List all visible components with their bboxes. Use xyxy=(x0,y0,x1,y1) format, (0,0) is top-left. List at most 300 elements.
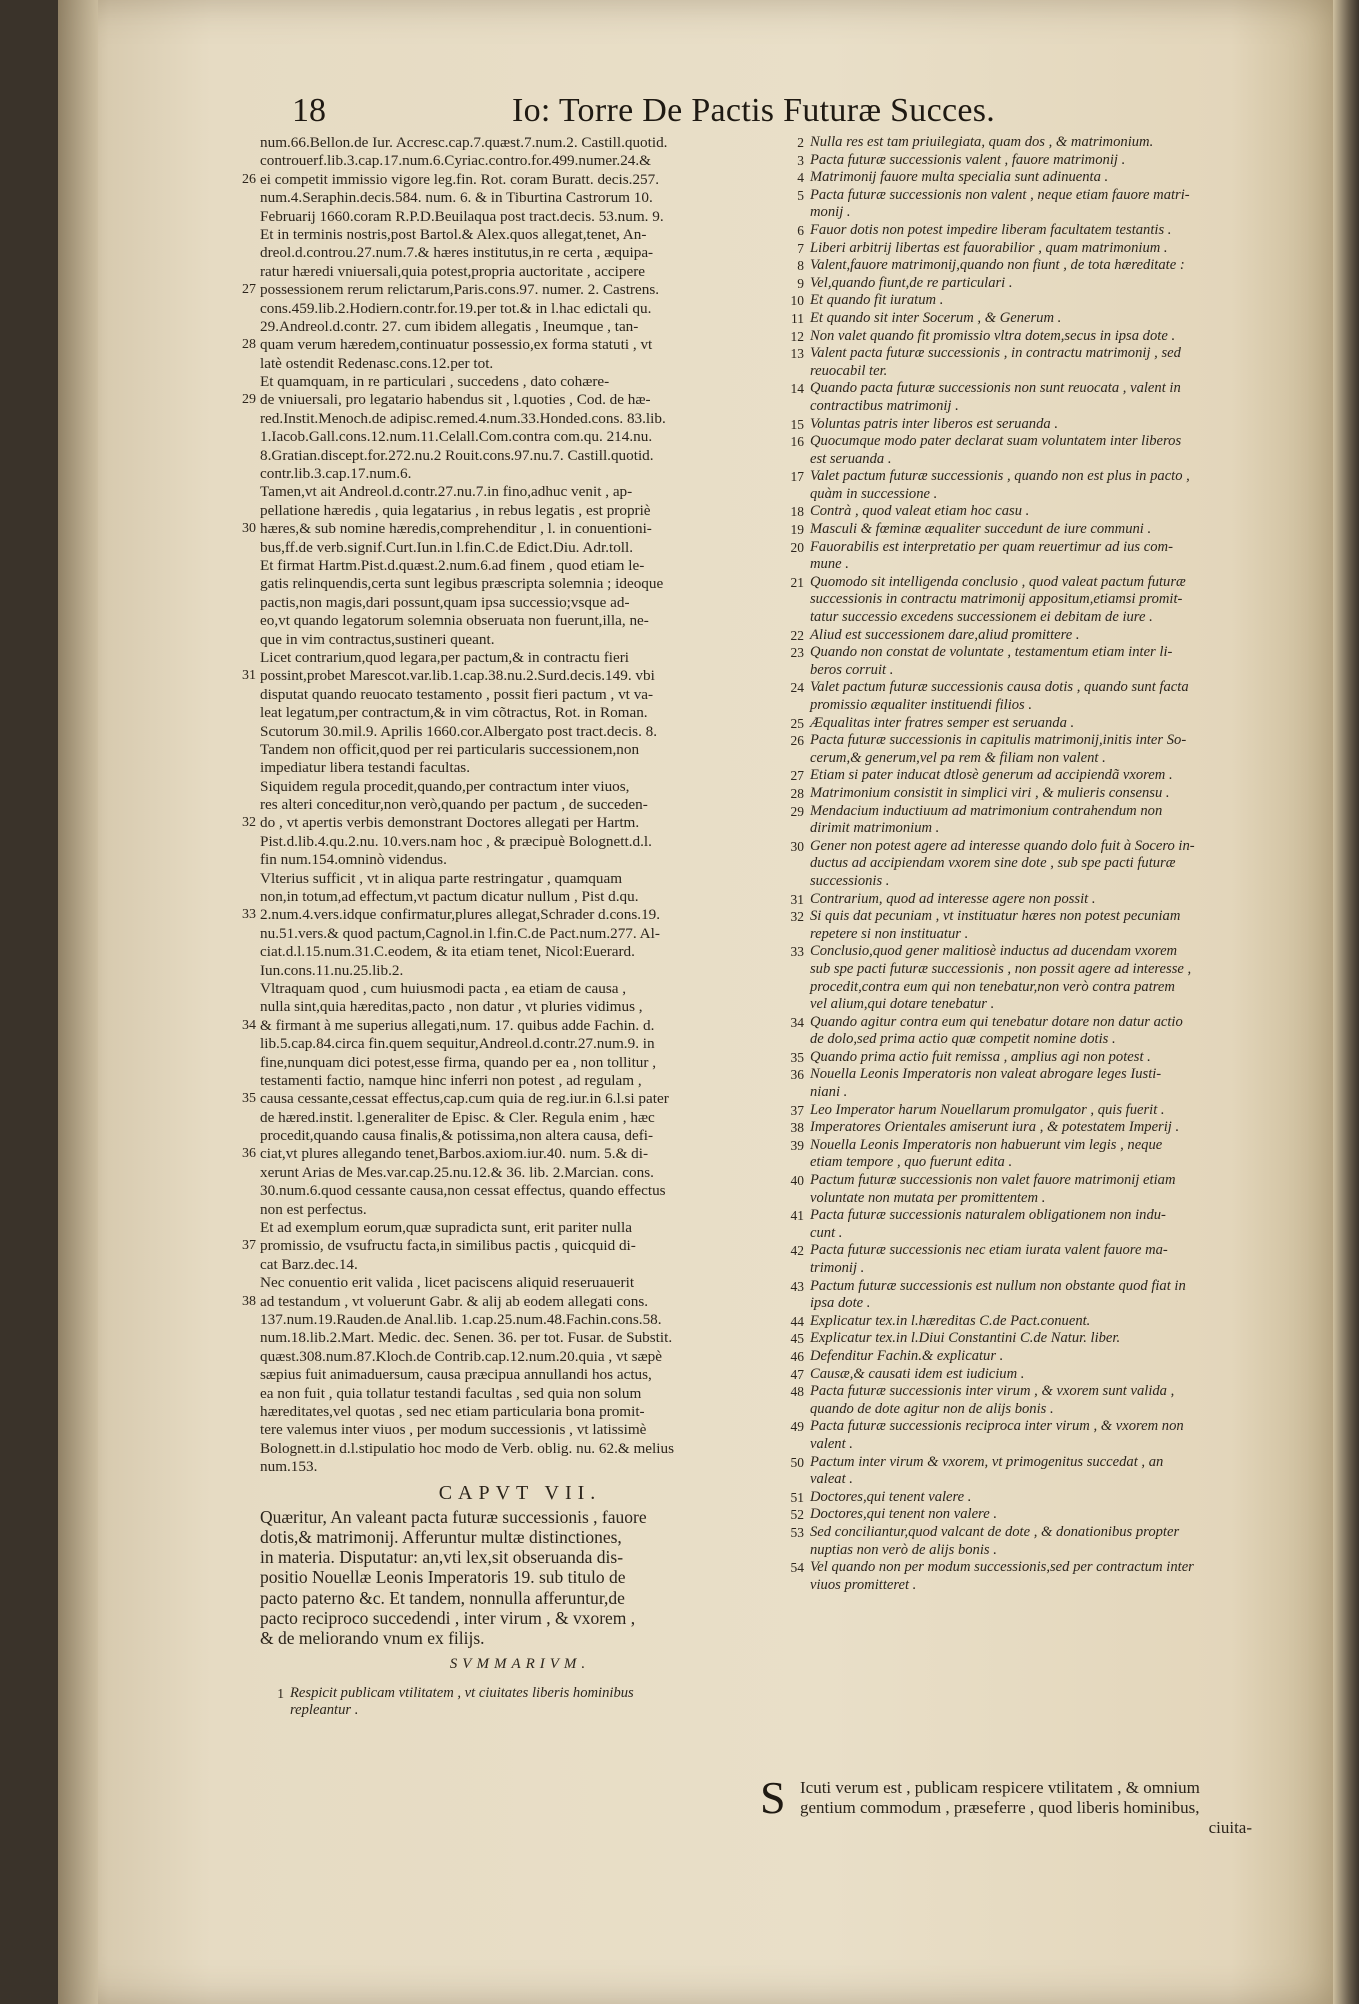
line-text: Pist.d.lib.4.qu.2.nu. 10.vers.nam hoc , & præcipuè Bolognett.d.l. xyxy=(260,832,652,850)
summary-item-text: cunt . xyxy=(810,1224,843,1241)
summary-item-continuation xyxy=(780,1225,1270,1243)
summary-item xyxy=(780,732,1270,750)
summary-item xyxy=(780,275,1270,293)
summary-item-text: Non valet quando fit promissio vltra dotem,secus in ipsa dote . xyxy=(810,327,1176,344)
line-text: bus,ff.de verb.signif.Curt.Iun.in l.fin.C.de Edict.Diu. Adr.toll. xyxy=(260,538,634,556)
summary-item-text: Pacta futuræ successionis nec etiam iurata valent fauore ma- xyxy=(810,1242,1168,1259)
line-text: cat Barz.dec.14. xyxy=(260,1255,358,1273)
text-line xyxy=(260,833,780,851)
summary-item-text: ductus ad accipiendam vxorem sine dote , sub spe pacti futuræ xyxy=(810,855,1176,872)
summary-item-text: Sed conciliantur,quod valcant de dote , & donationibus propter xyxy=(810,1523,1180,1540)
line-text: gatis relinquendis,certa sunt legibus præscripta solemnia ; ideoque xyxy=(260,575,664,593)
summary-item-continuation xyxy=(780,926,1270,944)
summary-item-number: 53 xyxy=(790,1524,804,1540)
summary-item-text: Pacta futuræ successionis non valent , neque etiam fauore matri- xyxy=(810,186,1190,203)
summary-item-text: procedit,contra eum qui non tenebatur,non verò contra patrem xyxy=(810,978,1175,995)
summary-item xyxy=(780,1559,1270,1577)
text-line xyxy=(260,1182,780,1200)
summary-item-text: Pactum inter virum & vxorem, vt primogenitus succedat , an xyxy=(810,1453,1164,1470)
summary-item-number: 45 xyxy=(790,1331,804,1347)
text-line xyxy=(260,226,780,244)
summary-item-text: Vel quando non per modum successionis,sed per contractum inter xyxy=(810,1559,1194,1576)
summary-item-text: Explicatur tex.in l.Diui Constantini C.de Natur. liber. xyxy=(810,1330,1121,1347)
line-text: 8.Gratian.discept.for.272.nu.2 Rouit.cons.97.nu.7. Castill.quotid. xyxy=(260,446,654,464)
line-text: latè ostendit Redenasc.cons.12.per tot. xyxy=(260,354,494,372)
summary-item-text: Imperatores Orientales amiserunt iura , & potestatem Imperij . xyxy=(810,1119,1180,1136)
summary-item-text: Liberi arbitrij libertas est fauorabilior , quam matrimonium . xyxy=(810,239,1168,256)
line-text: impediatur libera testandi facultas. xyxy=(260,759,471,777)
line-text: controuerf.lib.3.cap.17.num.6.Cyriac.contro.for.499.numer.24.& xyxy=(260,152,651,170)
summary-item-text: Quocumque modo pater declarat suam voluntatem inter liberos xyxy=(810,433,1182,450)
summary-item-number: 26 xyxy=(790,733,804,749)
text-line xyxy=(242,667,780,685)
margin-number: 35 xyxy=(242,1091,256,1107)
text-line xyxy=(260,962,780,980)
summary-item-continuation xyxy=(780,961,1270,979)
chapter-summary-line: dotis,& matrimonij. Afferuntur multæ distinctiones, xyxy=(260,1526,622,1547)
summary-item xyxy=(780,240,1270,258)
line-text: non,in totum,ad effectum,vt pactum dicatur nullum , Pist d.qu. xyxy=(260,888,639,906)
summary-item-number: 52 xyxy=(790,1507,804,1523)
summary-item-text: Pacta futuræ successionis naturalem obligationem non indu- xyxy=(810,1207,1166,1224)
line-text: Siquidem regula procedit,quando,per contractum inter viuos, xyxy=(260,777,630,795)
left-column xyxy=(242,134,780,1720)
summary-item-number: 43 xyxy=(790,1278,804,1294)
summary-item xyxy=(780,1049,1270,1067)
summary-item xyxy=(780,1418,1270,1436)
line-text: Tandem non officit,quod per rei particularis successionem,non xyxy=(260,740,640,758)
text-line xyxy=(260,1164,780,1182)
text-line xyxy=(260,925,780,943)
text-line xyxy=(260,502,780,520)
line-text: leat legatum,per contractum,& in vim cõtractus, Rot. in Roman. xyxy=(260,704,648,722)
summary-item-text: quàm in successione . xyxy=(810,485,938,502)
margin-number: 38 xyxy=(242,1293,256,1309)
text-line xyxy=(260,649,780,667)
summary-item-text: ipsa dote . xyxy=(810,1295,871,1312)
summary-item-number: 19 xyxy=(790,522,804,538)
line-text: ei competit immissio vigore leg.fin. Rot. coram Buratt. decis.257. xyxy=(260,170,660,188)
line-text: red.Instit.Menoch.de adipisc.remed.4.num.33.Honded.cons. 83.lib. xyxy=(260,409,666,427)
text-line xyxy=(242,1237,780,1255)
summary-item-number: 27 xyxy=(790,768,804,784)
summary-item xyxy=(780,503,1270,521)
summary-item-continuation xyxy=(780,979,1270,997)
summary-item-continuation xyxy=(780,1401,1270,1419)
line-text: 2.num.4.vers.idque confirmatur,plures allegat,Schrader d.cons.19. xyxy=(260,906,661,924)
summary-item-number: 39 xyxy=(790,1137,804,1153)
text-line xyxy=(242,170,780,189)
text-line xyxy=(242,520,780,538)
summary-item-text: Contrà , quod valeat etiam hoc casu . xyxy=(810,503,1030,520)
summary-item-continuation xyxy=(780,591,1270,609)
summary-item-number: 35 xyxy=(790,1049,804,1065)
line-text: tere valemus inter viuos , per modum successionis , vt latissimè xyxy=(260,1421,647,1439)
summary-item-number: 41 xyxy=(790,1208,804,1224)
summary-item-number: 28 xyxy=(790,785,804,801)
summary-item-text: Pactum futuræ successionis est nullum non obstante quod fiat in xyxy=(810,1277,1186,1294)
line-text: ratur hæredi vniuersali,quia potest,propria auctoritate , accipere xyxy=(260,262,646,280)
summary-item-text: Respicit publicam vtilitatem , vt ciuitates liberis hominibus xyxy=(290,1684,634,1701)
text-line xyxy=(260,1127,780,1145)
summary-item-text: Leo Imperator harum Nouellarum promulgator , quis fuerit . xyxy=(810,1101,1165,1118)
text-line xyxy=(242,906,780,924)
body-line: gentium commodum , præseferre , quod liberis hominibus, xyxy=(800,1798,1200,1817)
summary-item xyxy=(780,257,1270,275)
line-text: xerunt Arias de Mes.var.cap.25.nu.12.& 36. lib. 2.Marcian. cons. xyxy=(260,1163,654,1181)
margin-number: 31 xyxy=(242,668,256,684)
line-text: Scutorum 30.mil.9. Aprilis 1660.cor.Albergato post tract.decis. 8. xyxy=(260,722,658,740)
text-line xyxy=(260,612,780,630)
summary-item-continuation xyxy=(780,996,1270,1014)
summary-item-text: Æqualitas inter fratres semper est seruanda . xyxy=(810,714,1075,731)
line-text: sæpius fuit animaduersum, causa præcipua annullandi hos actus, xyxy=(260,1366,652,1384)
summary-item-text: Quando agitur contra eum qui tenebatur dotare non datur actio xyxy=(810,1013,1183,1030)
margin-number: 28 xyxy=(242,337,256,353)
chapter-summary-line: Quæritur, An valeant pacta futuræ successionis , fauore xyxy=(260,1506,647,1527)
summary-item-text: Fauorabilis est interpretatio per quam reuertimur ad ius com- xyxy=(810,538,1173,555)
text-line xyxy=(260,465,780,483)
summary-item-text: Et quando fit iuratum . xyxy=(810,292,944,309)
summary-item xyxy=(780,838,1270,856)
summary-item xyxy=(780,1313,1270,1331)
summary-item xyxy=(780,1278,1270,1296)
summary-item xyxy=(780,1137,1270,1155)
summary-item xyxy=(780,539,1270,557)
summary-item-text: Valent,fauore matrimonij,quando non fiunt , de tota hæreditate : xyxy=(810,257,1185,274)
summary-item-continuation xyxy=(780,398,1270,416)
summary-item-text: cerum,& generum,vel pa rem & filiam non valent . xyxy=(810,749,1106,766)
text-line xyxy=(260,355,780,373)
summary-item xyxy=(780,152,1270,170)
summary-item-text: monij . xyxy=(810,204,851,221)
summary-item-number: 42 xyxy=(790,1243,804,1259)
text-line xyxy=(260,1440,780,1458)
summary-item-number: 34 xyxy=(790,1014,804,1030)
summary-item-text: Quando pacta futuræ successionis non sunt reuocata , valent in xyxy=(810,380,1181,397)
summary-item-continuation xyxy=(780,486,1270,504)
margin-number: 30 xyxy=(242,521,256,537)
summary-item-text: Pacta futuræ successionis valent , fauore matrimonij . xyxy=(810,151,1126,168)
summary-item-number: 21 xyxy=(790,574,804,590)
text-line xyxy=(260,1219,780,1237)
text-line xyxy=(260,778,780,796)
summary-item xyxy=(780,1207,1270,1225)
line-text: res alteri conceditur,non verò,quando per pactum , de succeden- xyxy=(260,796,648,814)
summary-item-text: Pacta futuræ successionis inter virum , & vxorem sunt valida , xyxy=(810,1383,1175,1400)
text-line xyxy=(260,189,780,207)
summary-item-number: 8 xyxy=(797,258,804,274)
summary-item xyxy=(780,574,1270,592)
summary-item xyxy=(780,222,1270,240)
summary-item-text: Quomodo sit intelligenda conclusio , quod valeat pactum futuræ xyxy=(810,573,1186,590)
text-line xyxy=(242,336,780,354)
summary-item-number: 54 xyxy=(790,1560,804,1576)
summary-item-text: etiam tempore , quo fuerunt edita . xyxy=(810,1154,1013,1171)
text-line xyxy=(260,1421,780,1439)
line-text: num.4.Seraphin.decis.584. num. 6. & in Tiburtina Castrorum 10. xyxy=(260,189,653,207)
text-line xyxy=(260,263,780,281)
summary-item-continuation xyxy=(780,873,1270,891)
summary-item xyxy=(780,644,1270,662)
summary-item-text: Mendacium inductiuum ad matrimonium contrahendum non xyxy=(810,802,1163,819)
summary-item-text: Doctores,qui tenent non valere . xyxy=(810,1506,997,1523)
line-text: Tamen,vt ait Andreol.d.contr.27.nu.7.in fino,adhuc venit , ap- xyxy=(260,483,633,501)
summary-item-continuation xyxy=(780,204,1270,222)
line-text: Vlterius sufficit , vt in aliqua parte restringatur , quamquam xyxy=(260,869,623,887)
summary-item-text: vel alium,qui dotare tenebatur . xyxy=(810,996,995,1013)
summary-item-number: 49 xyxy=(790,1419,804,1435)
text-line xyxy=(260,888,780,906)
summary-item-number: 23 xyxy=(790,645,804,661)
line-text: fin num.154.omninò videndus. xyxy=(260,851,447,869)
text-line xyxy=(260,575,780,593)
summary-item-continuation xyxy=(780,1154,1270,1172)
summary-item-number: 36 xyxy=(790,1067,804,1083)
summary-item-number: 37 xyxy=(790,1102,804,1118)
summary-item-number: 31 xyxy=(790,891,804,907)
summary-item-number: 33 xyxy=(790,944,804,960)
summary-item xyxy=(780,1242,1270,1260)
margin-number: 29 xyxy=(242,392,256,408)
summary-item-continuation xyxy=(780,855,1270,873)
summary-item-continuation xyxy=(780,609,1270,627)
text-line xyxy=(242,1292,780,1311)
summary-item xyxy=(780,891,1270,909)
text-line xyxy=(260,447,780,465)
summary-item-text: Causæ,& causati idem est iudicium . xyxy=(810,1365,1025,1382)
summary-item-number: 1 xyxy=(277,1685,284,1701)
summary-item xyxy=(780,908,1270,926)
summary-item-text: Quando prima actio fuit remissa , amplius agi non potest . xyxy=(810,1048,1151,1065)
summary-item xyxy=(780,1102,1270,1120)
line-text: Bolognett.in d.l.stipulatio hoc modo de Verb. oblig. nu. 62.& melius xyxy=(260,1439,674,1457)
summary-item xyxy=(780,1383,1270,1401)
line-text: Et firmat Hartm.Pist.d.quæst.2.num.6.ad finem , quod etiam le- xyxy=(260,556,645,574)
summary-item-continuation xyxy=(780,556,1270,574)
summary-item xyxy=(780,785,1270,803)
summary-item-number: 46 xyxy=(790,1348,804,1364)
line-text: causa cessante,cessat effectus,cap.cum quia de reg.iur.in 6.l.si pater xyxy=(260,1090,669,1108)
text-line xyxy=(260,1274,780,1292)
text-line xyxy=(242,1090,780,1108)
chapter-heading: CAPVT VII. xyxy=(438,1481,602,1504)
summary-item xyxy=(780,1119,1270,1137)
text-line xyxy=(260,1311,780,1329)
text-line xyxy=(260,1072,780,1090)
summary-item xyxy=(780,803,1270,821)
summary-item-number: 10 xyxy=(790,293,804,309)
running-title: Io: Torre De Pactis Futuræ Succes. xyxy=(512,92,996,129)
line-text: disputat quando reuocato testamento , possit fieri pactum , vt va- xyxy=(260,685,654,703)
book-gutter xyxy=(58,0,98,2004)
text-line xyxy=(260,1109,780,1127)
summary-item-continuation xyxy=(780,1471,1270,1489)
summary-item-number: 5 xyxy=(797,187,804,203)
summary-item-number: 51 xyxy=(790,1489,804,1505)
line-text: Nec conuentio erit valida , licet paciscens aliquid reseruauerit xyxy=(260,1274,635,1292)
summary-item xyxy=(780,1348,1270,1366)
catchword: ciuita- xyxy=(1208,1818,1252,1837)
summary-item-text: Matrimonij fauore multa specialia sunt adinuenta . xyxy=(810,169,1109,186)
summary-item xyxy=(780,1330,1270,1348)
line-text: num.66.Bellon.de Iur. Accresc.cap.7.quæst.7.num.2. Castill.quotid. xyxy=(260,134,668,151)
text-line xyxy=(242,1145,780,1163)
summary-item-text: mune . xyxy=(810,556,849,573)
text-line xyxy=(260,1348,780,1366)
chapter-summary-line: & de meliorando vnum ex filijs. xyxy=(260,1628,485,1649)
text-line xyxy=(260,796,780,814)
summary-item-text: Doctores,qui tenent valere . xyxy=(810,1488,972,1505)
line-text: de vniuersali, pro legatario habendus sit , l.quoties , Cod. de hæ- xyxy=(260,391,651,409)
text-line xyxy=(260,318,780,336)
summary-item xyxy=(780,187,1270,205)
text-line xyxy=(260,723,780,741)
summary-item xyxy=(780,292,1270,310)
margin-number: 36 xyxy=(242,1146,256,1162)
summary-item-continuation xyxy=(780,1084,1270,1102)
text-line xyxy=(260,1385,780,1403)
text-line xyxy=(260,594,780,612)
summary-item-text: voluntate non mutata per promittentem . xyxy=(810,1189,1046,1206)
summary-item-number: 40 xyxy=(790,1173,804,1189)
summary-item-number: 15 xyxy=(790,416,804,432)
line-text: Iun.cons.11.nu.25.lib.2. xyxy=(260,961,404,979)
summary-item-number: 24 xyxy=(790,680,804,696)
body-line: Icuti verum est , publicam respicere vtilitatem , & omnium xyxy=(800,1778,1200,1797)
summary-item-text: Pacta futuræ successionis reciproca inter virum , & vxorem non xyxy=(810,1418,1184,1435)
text-line xyxy=(260,870,780,888)
chapter-summary-line: in materia. Disputatur: an,vti lex,sit obseruanda dis- xyxy=(260,1547,624,1568)
summary-item xyxy=(780,1489,1270,1507)
summary-item-text: quando de dote agitur non de alijs bonis . xyxy=(810,1400,1054,1417)
text-line xyxy=(242,814,780,832)
right-column-summary-list xyxy=(780,134,1270,1594)
line-text: hæres,& sub nomine hæredis,comprehenditur , l. in conuentioni- xyxy=(260,520,652,538)
line-text: nulla sint,quia hæreditas,pacto , non datur , vt pluries vidimus , xyxy=(260,998,643,1016)
summary-item-number: 6 xyxy=(797,222,804,238)
line-text: Et in terminis nostris,post Bartol.& Alex.quos allegat,tenet, An- xyxy=(260,225,647,243)
line-text: possessionem rerum relictarum,Paris.cons.97. numer. 2. Castrens. xyxy=(260,281,660,299)
summary-item-text: Etiam si pater inducat dtlosè generum ad accipiendã vxorem . xyxy=(810,767,1173,784)
text-line xyxy=(260,373,780,391)
text-line xyxy=(260,998,780,1016)
line-text: ad testandum , vt voluerunt Gabr. & alij ab eodem allegati cons. xyxy=(260,1292,649,1310)
summary-item-number: 18 xyxy=(790,504,804,520)
summary-item-text: Nulla res est tam priuilegiata, quam dos , & matrimonium. xyxy=(810,134,1154,150)
chapter-summary-line: pacto paterno &c. Et tandem, nonnulla afferuntur,de xyxy=(260,1587,625,1608)
text-line xyxy=(260,759,780,777)
summary-item xyxy=(780,328,1270,346)
summary-item-text: Matrimonium consistit in simplici viri , & mulieris consensu . xyxy=(810,784,1170,801)
line-text: fine,nunquam dici potest,esse firma, quando per ea , non tollitur , xyxy=(260,1053,657,1071)
line-text: num.153. xyxy=(260,1458,318,1476)
summary-item-number: 9 xyxy=(797,275,804,291)
summary-item xyxy=(780,1172,1270,1190)
text-line xyxy=(260,428,780,446)
summary-item xyxy=(780,169,1270,187)
summary-item-continuation xyxy=(780,662,1270,680)
summary-item-text: valeat . xyxy=(810,1471,853,1488)
text-line xyxy=(260,300,780,318)
summary-item-text: Voluntas patris inter liberos est seruanda . xyxy=(810,415,1058,432)
summary-item-continuation: repleantur . xyxy=(290,1702,359,1719)
summary-item-text: Nouella Leonis Imperatoris non habuerunt vim legis , neque xyxy=(810,1136,1163,1153)
summary-item-text: successionis . xyxy=(810,872,890,889)
summary-item-continuation xyxy=(780,820,1270,838)
summary-item-continuation xyxy=(780,1295,1270,1313)
text-line xyxy=(260,1201,780,1219)
summary-item-text: tatur successio excedens successionem ei debitam de iure . xyxy=(810,609,1153,626)
margin-number: 32 xyxy=(242,815,256,831)
summary-item-number: 16 xyxy=(790,434,804,450)
margin-number: 34 xyxy=(242,1017,256,1033)
text-line xyxy=(242,391,780,409)
summary-item-text: Fauor dotis non potest impedire liberam facultatem testantis . xyxy=(810,221,1172,238)
margin-number: 33 xyxy=(242,907,256,923)
summary-item-number: 38 xyxy=(790,1120,804,1136)
summary-item-text: Masculi & fœminæ æqualiter succedunt de iure communi . xyxy=(810,521,1152,538)
line-text: ciat,vt plures allegando tenet,Barbos.axiom.iur.40. num. 5.& di- xyxy=(260,1145,649,1163)
line-text: Licet contrarium,quod legara,per pactum,& in contractu fieri xyxy=(260,648,629,666)
summary-item-text: niani . xyxy=(810,1084,848,1101)
summary-item-text: promissio æqualiter instituendi filios . xyxy=(810,697,1033,713)
page-number: 18 xyxy=(292,92,326,129)
summary-item-text: reuocabil ter. xyxy=(810,362,888,379)
summary-item xyxy=(780,521,1270,539)
summary-item-number: 2 xyxy=(797,135,804,150)
line-text: eo,vt quando legatorum solemnia obseruata non fuerunt,illa, ne- xyxy=(260,612,649,630)
line-text: 1.Iacob.Gall.cons.12.num.11.Celall.Com.contra com.qu. 214.nu. xyxy=(260,428,653,446)
summary-item xyxy=(780,1454,1270,1472)
summary-item-number: 25 xyxy=(790,715,804,731)
summary-item-number: 32 xyxy=(790,909,804,925)
summary-item-number: 50 xyxy=(790,1454,804,1470)
summary-item-text: Valet pactum futuræ successionis causa dotis , quando sunt facta xyxy=(810,679,1189,696)
text-line xyxy=(260,943,780,961)
summary-item-text: Explicatur tex.in l.hæreditas C.de Pact.conuent. xyxy=(810,1312,1091,1329)
summary-item-text: Et quando sit inter Socerum , & Generum . xyxy=(810,309,1062,326)
summary-item-text: dirimit matrimonium . xyxy=(810,820,940,837)
summary-item-continuation xyxy=(780,1260,1270,1278)
text-line xyxy=(260,1256,780,1274)
line-text: non est perfectus. xyxy=(260,1200,367,1218)
summary-item xyxy=(780,1014,1270,1032)
line-text: dreol.d.controu.27.num.7.& hæres institutus,in re certa , æquipa- xyxy=(260,244,654,262)
text-line xyxy=(260,1054,780,1072)
summary-item-number: 7 xyxy=(797,240,804,256)
summary-item xyxy=(780,1506,1270,1524)
summary-item-continuation xyxy=(780,1031,1270,1049)
summary-item-text: Quando non constat de voluntate , testamentum etiam inter li- xyxy=(810,644,1173,661)
text-line xyxy=(260,851,780,869)
line-text: lib.5.cap.84.circa fin.quem sequitur,Andreol.d.contr.27.num.9. in xyxy=(260,1035,655,1053)
summary-item-continuation xyxy=(780,1190,1270,1208)
summary-item xyxy=(780,310,1270,328)
line-text: & firmant à me superius allegati,num. 17. quibus adde Fachin. d. xyxy=(260,1016,655,1034)
line-text: testamenti factio, namque hinc inferri non potest , ad regulam , xyxy=(260,1071,642,1089)
summary-item-text: valent . xyxy=(810,1435,853,1452)
text-line xyxy=(260,244,780,262)
summary-item-continuation xyxy=(780,750,1270,768)
line-text: pellatione hæredis , quia legatarius , in rebus legatis , est propriè xyxy=(260,501,651,519)
summary-item-text: Pactum futuræ successionis non valet fauore matrimonij etiam xyxy=(810,1172,1176,1189)
summary-item-number: 22 xyxy=(790,627,804,643)
line-text: possint,probet Marescot.var.lib.1.cap.38.nu.2.Surd.decis.149. vbi xyxy=(260,667,655,685)
text-line xyxy=(260,557,780,575)
line-text: contr.lib.3.cap.17.num.6. xyxy=(260,465,412,483)
line-text: do , vt apertis verbis demonstrant Doctores allegati per Hartm. xyxy=(260,814,640,832)
